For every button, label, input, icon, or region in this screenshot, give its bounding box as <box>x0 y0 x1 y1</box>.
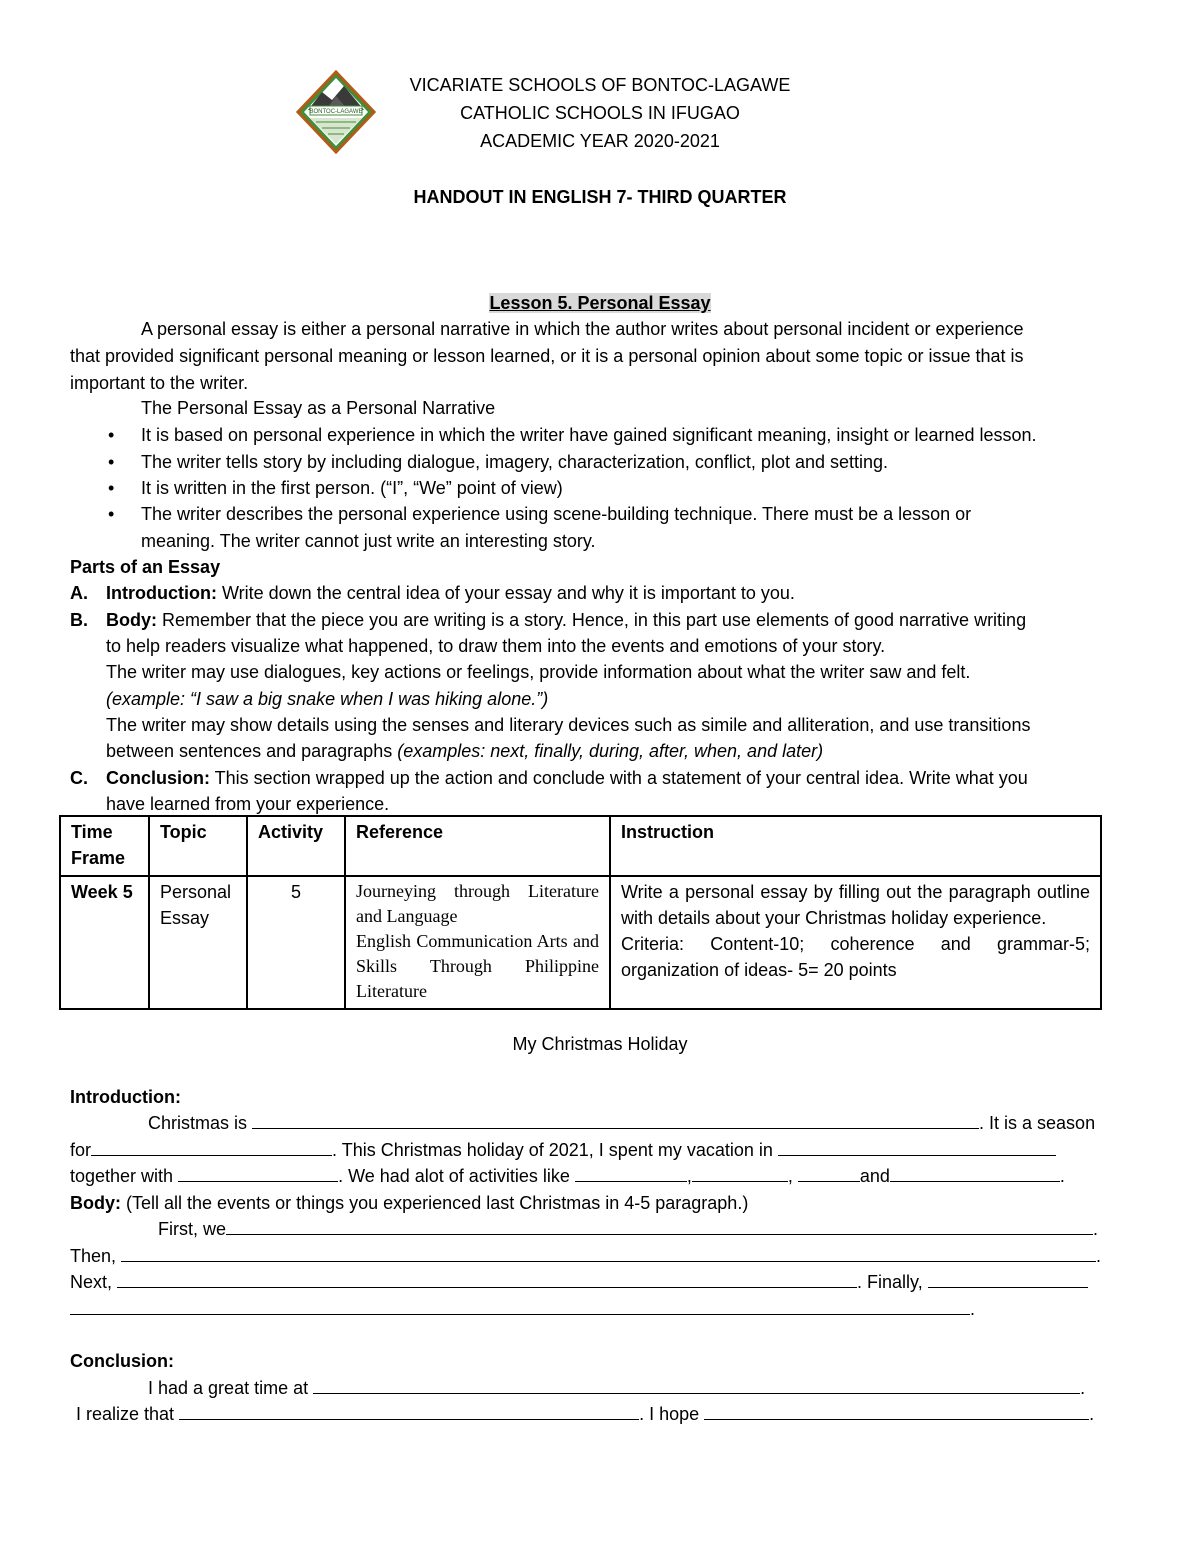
header-topic: Topic <box>149 816 247 876</box>
ws-text: , <box>787 1166 798 1186</box>
blank-field[interactable] <box>890 1163 1060 1182</box>
ws-text: . Finally, <box>857 1272 928 1292</box>
blank-field[interactable] <box>179 1401 639 1420</box>
worksheet-line <box>158 1216 1098 1242</box>
blank-field[interactable] <box>178 1163 338 1182</box>
blank-field[interactable] <box>778 1137 1056 1156</box>
blank-field[interactable] <box>692 1163 788 1182</box>
blank-field[interactable] <box>91 1137 332 1156</box>
schedule-table <box>59 815 1102 1010</box>
ws-text: . <box>1080 1378 1086 1398</box>
bullet-item: It is written in the first person. (“I”, “We” point of view) <box>141 478 563 498</box>
worksheet-line <box>70 1137 1056 1163</box>
ws-text: First, we <box>158 1219 227 1239</box>
ws-text: . It is a season <box>979 1113 1096 1133</box>
worksheet-line <box>70 1269 1088 1295</box>
part-c-text: This section wrapped up the action and conclude with a statement of your central idea. Write what you <box>210 768 1028 788</box>
school-division: CATHOLIC SCHOOLS IN IFUGAO <box>460 103 740 123</box>
header-activity: Activity <box>247 816 345 876</box>
ws-text: . <box>1059 1166 1065 1186</box>
ws-text: I had a great time at <box>148 1378 314 1398</box>
ws-text: Then, <box>70 1246 122 1266</box>
blank-field[interactable] <box>121 1243 1096 1262</box>
part-c-line: have learned from your experience. <box>106 794 390 814</box>
ws-text: for <box>70 1140 92 1160</box>
blank-field[interactable] <box>575 1163 687 1182</box>
ws-text: Christmas is <box>148 1113 253 1133</box>
part-a <box>106 580 795 606</box>
table-header-row <box>60 816 1101 876</box>
bullet-icon: • <box>108 452 115 472</box>
ws-text: , <box>686 1166 692 1186</box>
cell-reference <box>345 876 610 1009</box>
intro-paragraph-line: that provided significant personal meaning or lesson learned, or it is a personal opinion about some topic or issue that is <box>70 346 1024 366</box>
cell-activity: 5 <box>247 876 345 1009</box>
blank-field[interactable] <box>798 1163 860 1182</box>
criteria-text: Criteria: Content-10; coherence and grammar-5; organization of ideas- 5= 20 points <box>621 934 1090 980</box>
worksheet-body-heading <box>70 1190 748 1216</box>
ws-text: and <box>859 1166 890 1186</box>
intro-paragraph-line: A personal essay is either a personal narrative in which the author writes about personal incident or experience <box>141 319 1024 339</box>
part-c <box>106 765 1028 791</box>
logo-text: BONTOC-LAGAWE <box>309 109 363 115</box>
blank-field[interactable] <box>313 1375 1080 1394</box>
worksheet-line <box>148 1375 1085 1401</box>
bullet-item: The writer describes the personal experience using scene-building technique. There must be a lesson or <box>141 504 972 524</box>
lesson-title: Lesson 5. Personal Essay <box>489 293 711 313</box>
intro-paragraph-line: important to the writer. <box>70 373 249 393</box>
school-name: VICARIATE SCHOOLS OF BONTOC-LAGAWE <box>409 75 791 95</box>
worksheet-line <box>70 1243 1101 1269</box>
ws-text: . <box>1089 1404 1095 1424</box>
worksheet-title: My Christmas Holiday <box>512 1034 688 1054</box>
cell-time-frame: Week 5 <box>60 876 149 1009</box>
bullet-item: The writer tells story by including dialogue, imagery, characterization, conflict, plot and setting. <box>141 452 889 472</box>
header-reference: Reference <box>345 816 610 876</box>
worksheet-line <box>70 1163 1065 1189</box>
bullet-icon: • <box>108 504 115 524</box>
blank-field[interactable] <box>226 1216 1093 1235</box>
reference-line: Journeying through Literature and Language <box>356 881 599 926</box>
reference-line: English Communication Arts and Skills Through Philippine Literature <box>356 931 599 1001</box>
part-b-letter: B. <box>70 610 88 630</box>
blank-field[interactable] <box>252 1110 979 1129</box>
part-a-text: Write down the central idea of your essay and why it is important to you. <box>216 583 795 603</box>
ws-text: . <box>970 1299 976 1319</box>
ws-text: . <box>1093 1219 1099 1239</box>
blank-field[interactable] <box>928 1269 1088 1288</box>
part-b-line: between sentences and paragraphs <box>106 741 398 761</box>
instruction-text: Write a personal essay by filling out the paragraph outline with details about your Christmas holiday experience. <box>621 882 1090 928</box>
part-a-label: Introduction: <box>106 583 217 603</box>
bullet-icon: • <box>108 425 115 445</box>
ws-text: together with <box>70 1166 179 1186</box>
ws-text: . This Christmas holiday of 2021, I spent my vacation in <box>332 1140 778 1160</box>
worksheet-intro-label: Introduction: <box>70 1087 181 1107</box>
bullet-item: It is based on personal experience in which the writer have gained significant meaning, insight or learned lesson. <box>141 425 1037 445</box>
worksheet-body-note: (Tell all the events or things you experienced last Christmas in 4-5 paragraph.) <box>121 1193 749 1213</box>
part-a-letter: A. <box>70 583 88 603</box>
header-time-frame: Time Frame <box>60 816 149 876</box>
academic-year: ACADEMIC YEAR 2020-2021 <box>480 131 720 151</box>
part-c-letter: C. <box>70 768 88 788</box>
blank-field[interactable] <box>70 1296 970 1315</box>
part-b-line: The writer may show details using the senses and literary devices such as simile and alliteration, and use transitions <box>106 715 1031 735</box>
ws-text: . <box>1096 1246 1102 1266</box>
cell-topic: Personal Essay <box>149 876 247 1009</box>
cell-instruction <box>610 876 1101 1009</box>
part-b-label: Body: <box>106 610 157 630</box>
blank-field[interactable] <box>117 1269 857 1288</box>
part-b-examples: (examples: next, finally, during, after, when, and later) <box>397 741 824 761</box>
part-b-line: to help readers visualize what happened, to draw them into the events and emotions of your story. <box>106 636 886 656</box>
ws-text: . I hope <box>639 1404 705 1424</box>
worksheet-line <box>148 1110 1095 1136</box>
blank-field[interactable] <box>704 1401 1089 1420</box>
bullet-item-cont: meaning. The writer cannot just write an interesting story. <box>141 531 596 551</box>
header-instruction: Instruction <box>610 816 1101 876</box>
worksheet-conclusion-label: Conclusion: <box>70 1351 174 1371</box>
narrative-heading: The Personal Essay as a Personal Narrative <box>141 398 496 418</box>
handout-title: HANDOUT IN ENGLISH 7- THIRD QUARTER <box>413 187 787 207</box>
bullet-icon: • <box>108 478 115 498</box>
part-b-line: The writer may use dialogues, key actions or feelings, provide information about what the writer saw and felt. <box>106 662 971 682</box>
ws-text: Next, <box>70 1272 118 1292</box>
worksheet-body-label: Body: <box>70 1193 121 1213</box>
worksheet-line <box>76 1401 1094 1427</box>
worksheet-line <box>70 1296 975 1322</box>
part-b <box>106 607 1026 633</box>
table-row <box>60 876 1101 1009</box>
parts-heading: Parts of an Essay <box>70 557 221 577</box>
part-b-text: Remember that the piece you are writing is a story. Hence, in this part use elements of good narrative writing <box>157 610 1027 630</box>
part-c-label: Conclusion: <box>106 768 210 788</box>
ws-text: . We had alot of activities like <box>338 1166 575 1186</box>
part-b-example: (example: “I saw a big snake when I was hiking alone.”) <box>106 689 549 709</box>
ws-text: I realize that <box>76 1404 180 1424</box>
